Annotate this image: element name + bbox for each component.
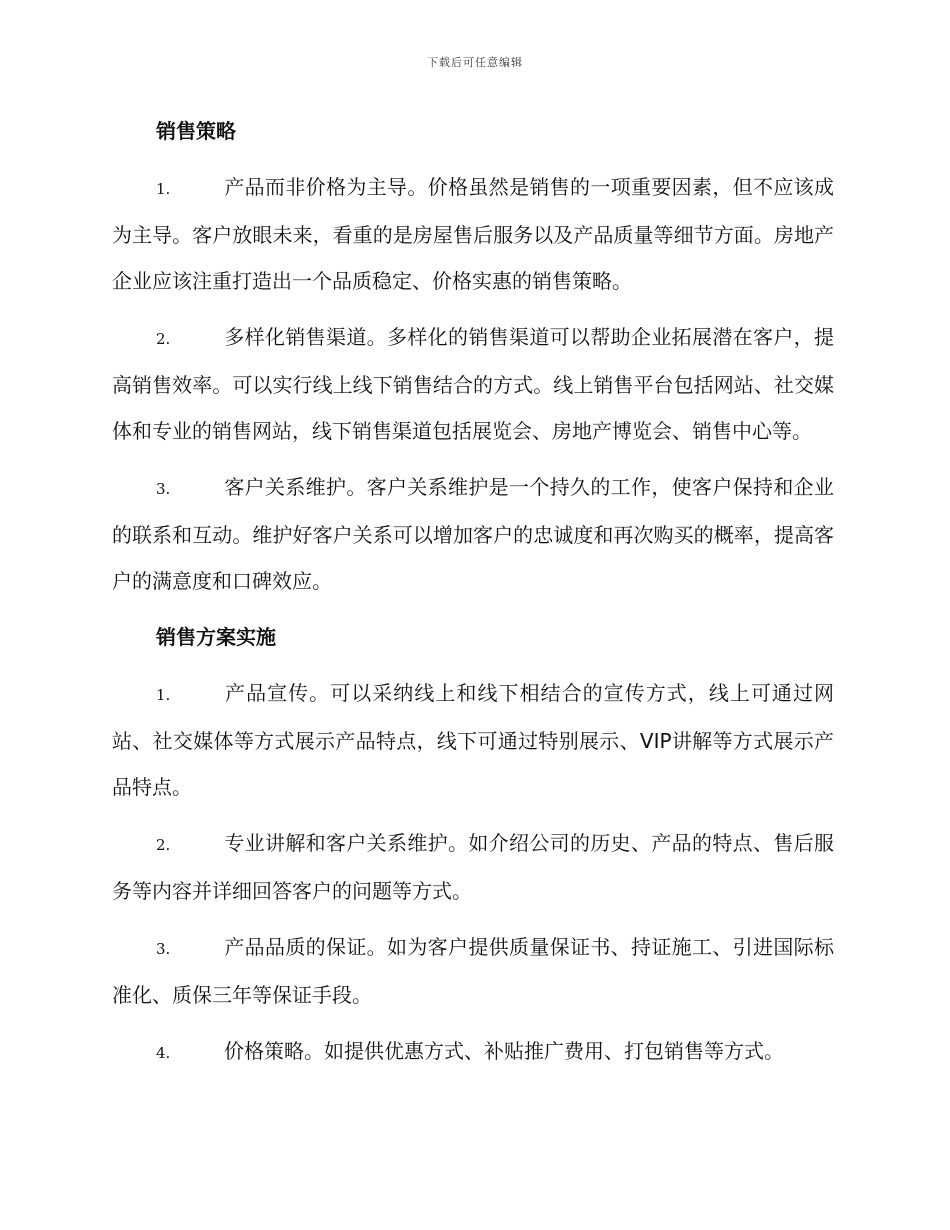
list-item — [112, 670, 834, 810]
item-text: 专业讲解和客户关系维护。如介绍公司的历史、产品的特点、售后服务等内容并详细回答客户的问题等方式。 — [112, 831, 834, 903]
item-number: 2. — [156, 836, 171, 854]
list-item — [112, 314, 834, 454]
item-number: 2. — [156, 330, 171, 348]
item-text: 产品宣传。可以采纳线上和线下相结合的宣传方式，线上可通过网站、社交媒体等方式展示产品特点，线下可通过特别展示、VIP讲解等方式展示产品特点。 — [112, 681, 834, 799]
document-body — [112, 108, 834, 1076]
section-heading-sales-strategy: 销售策略 — [156, 119, 236, 143]
item-number: 4. — [156, 1044, 171, 1062]
item-text: 产品品质的保证。如为客户提供质量保证书、持证施工、引进国际标准化、质保三年等保证手段。 — [112, 935, 834, 1007]
item-number: 1. — [156, 180, 171, 198]
item-number: 1. — [156, 686, 171, 704]
section-heading-sales-plan-implementation: 销售方案实施 — [156, 625, 276, 649]
item-number: 3. — [156, 480, 171, 498]
list-item — [112, 464, 834, 604]
list-item — [112, 924, 834, 1018]
list-item — [112, 164, 834, 304]
item-text: 价格策略。如提供优惠方式、补贴推广费用、打包销售等方式。 — [224, 1039, 784, 1063]
item-text: 多样化销售渠道。多样化的销售渠道可以帮助企业拓展潜在客户，提高销售效率。可以实行线上线下销售结合的方式。线上销售平台包括网站、社交媒体和专业的销售网站，线下销售渠道包括展览会、房地产博览会、销售中心等。 — [112, 325, 834, 443]
item-text: 产品而非价格为主导。价格虽然是销售的一项重要因素，但不应该成为主导。客户放眼未来，看重的是房屋售后服务以及产品质量等细节方面。房地产企业应该注重打造出一个品质稳定、价格实惠的销售策略。 — [112, 175, 834, 293]
item-text: 客户关系维护。客户关系维护是一个持久的工作，使客户保持和企业的联系和互动。维护好客户关系可以增加客户的忠诚度和再次购买的概率，提高客户的满意度和口碑效应。 — [112, 475, 834, 593]
header-note: 下载后可任意编辑 — [427, 56, 523, 69]
list-item — [112, 1028, 834, 1076]
list-item — [112, 820, 834, 914]
item-number: 3. — [156, 940, 171, 958]
